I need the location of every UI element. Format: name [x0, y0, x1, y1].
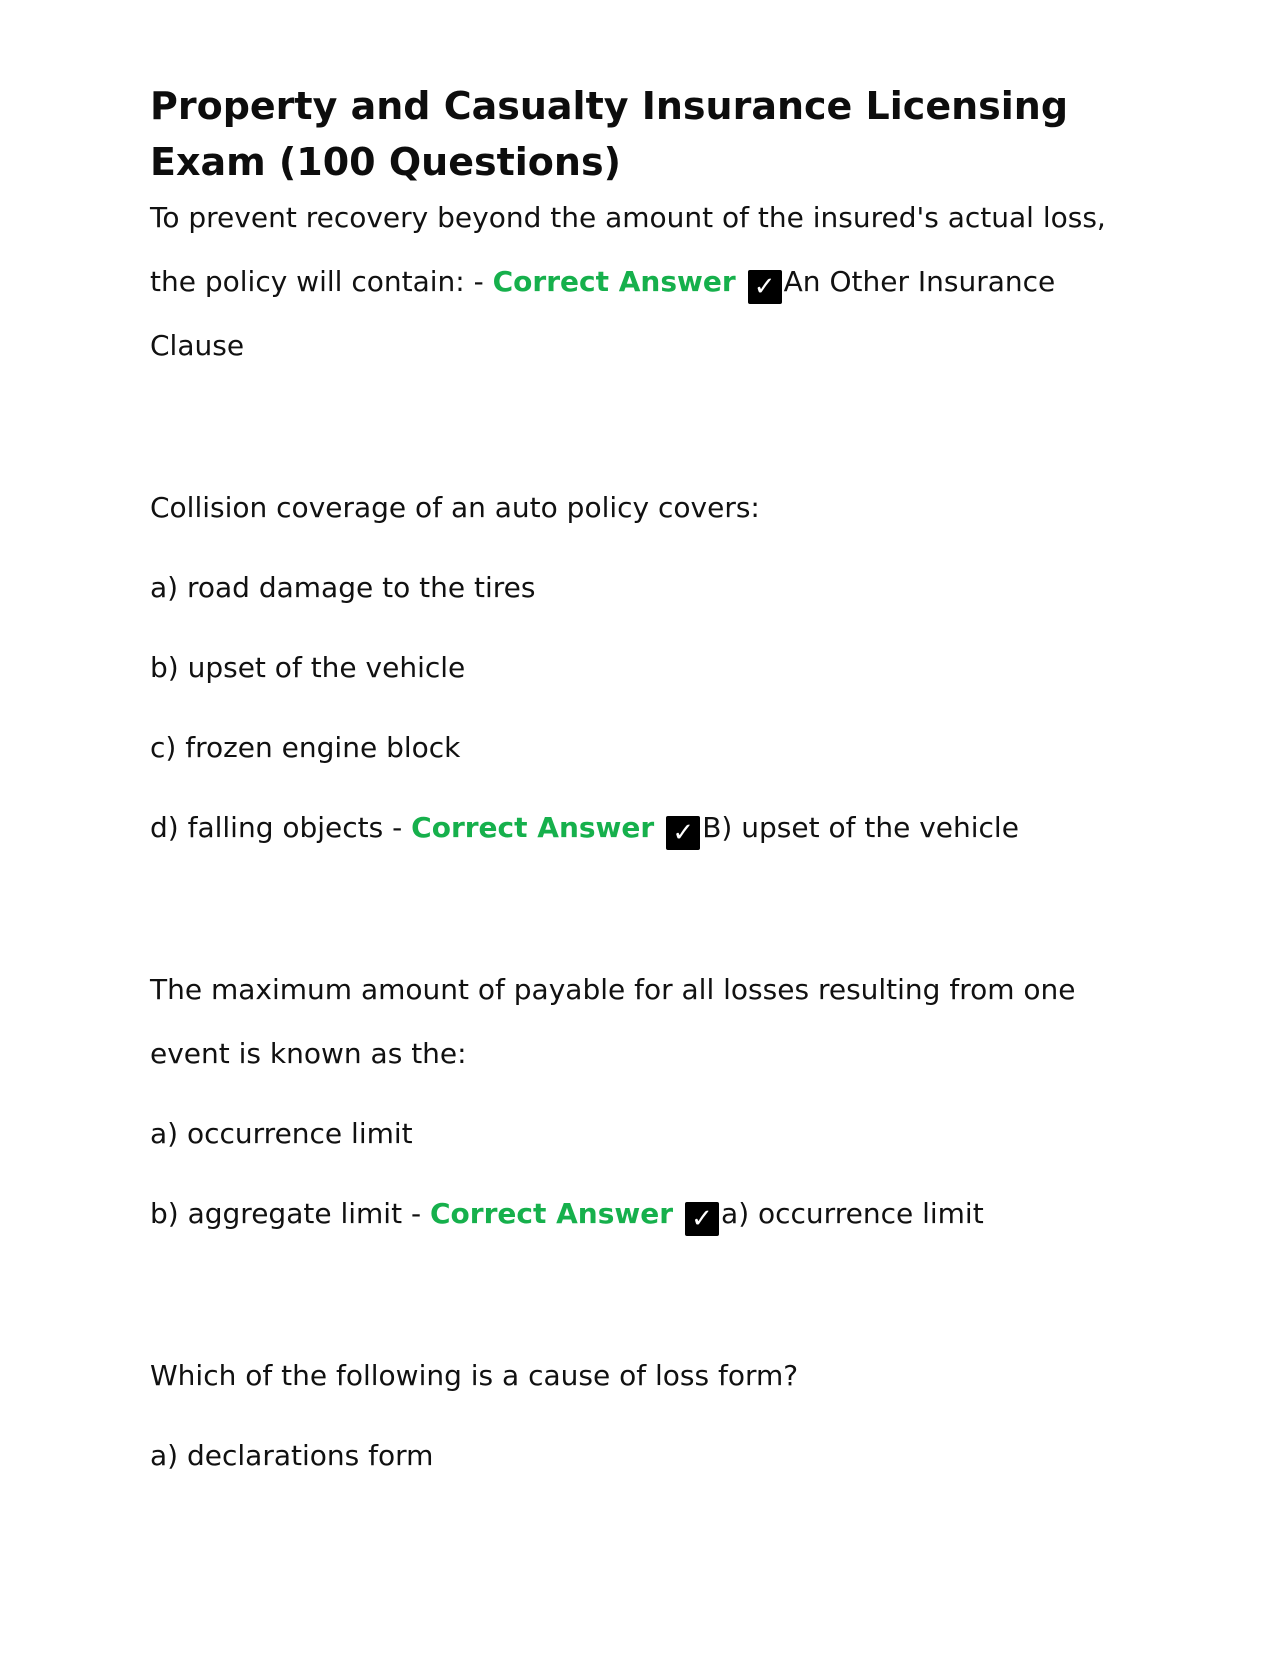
checkmark-icon: ✓ [748, 270, 782, 304]
question-4-text: Which of the following is a cause of loss form? [150, 1359, 799, 1392]
checkmark-icon: ✓ [666, 816, 700, 850]
question-2-text: Collision coverage of an auto policy covers: [150, 491, 760, 524]
document-page [150, 78, 1130, 1488]
correct-answer-label: Correct Answer [492, 265, 736, 298]
question-1-answer: An Other Insurance Clause [150, 265, 1056, 362]
correct-answer-label: Correct Answer [411, 811, 655, 844]
page-title: Property and Casualty Insurance Licensing Exam (100 Questions) [150, 84, 1069, 184]
question-3-option-b-text: b) aggregate limit - [150, 1197, 430, 1230]
question-2-option-b: b) upset of the vehicle [150, 651, 466, 684]
question-3-option-a: a) occurrence limit [150, 1117, 413, 1150]
question-2-answer: B) upset of the vehicle [702, 811, 1019, 844]
question-2-option-c: c) frozen engine block [150, 731, 461, 764]
question-2-option-a: a) road damage to the tires [150, 571, 536, 604]
checkmark-icon: ✓ [685, 1202, 719, 1236]
question-3-answer: a) occurrence limit [721, 1197, 984, 1230]
question-1 [150, 186, 1130, 378]
question-4-option-a: a) declarations form [150, 1439, 434, 1472]
correct-answer-label: Correct Answer [429, 1197, 674, 1230]
question-2-option-d [150, 796, 1130, 860]
question-3-option-b [150, 1182, 1130, 1246]
question-1-text: To prevent recovery beyond the amount of the insured's actual loss, the policy will contain: - [150, 201, 1106, 298]
question-2-option-d-text: d) falling objects - [150, 811, 412, 844]
question-3-text: The maximum amount of payable for all losses resulting from one event is known as the: [150, 973, 1076, 1070]
